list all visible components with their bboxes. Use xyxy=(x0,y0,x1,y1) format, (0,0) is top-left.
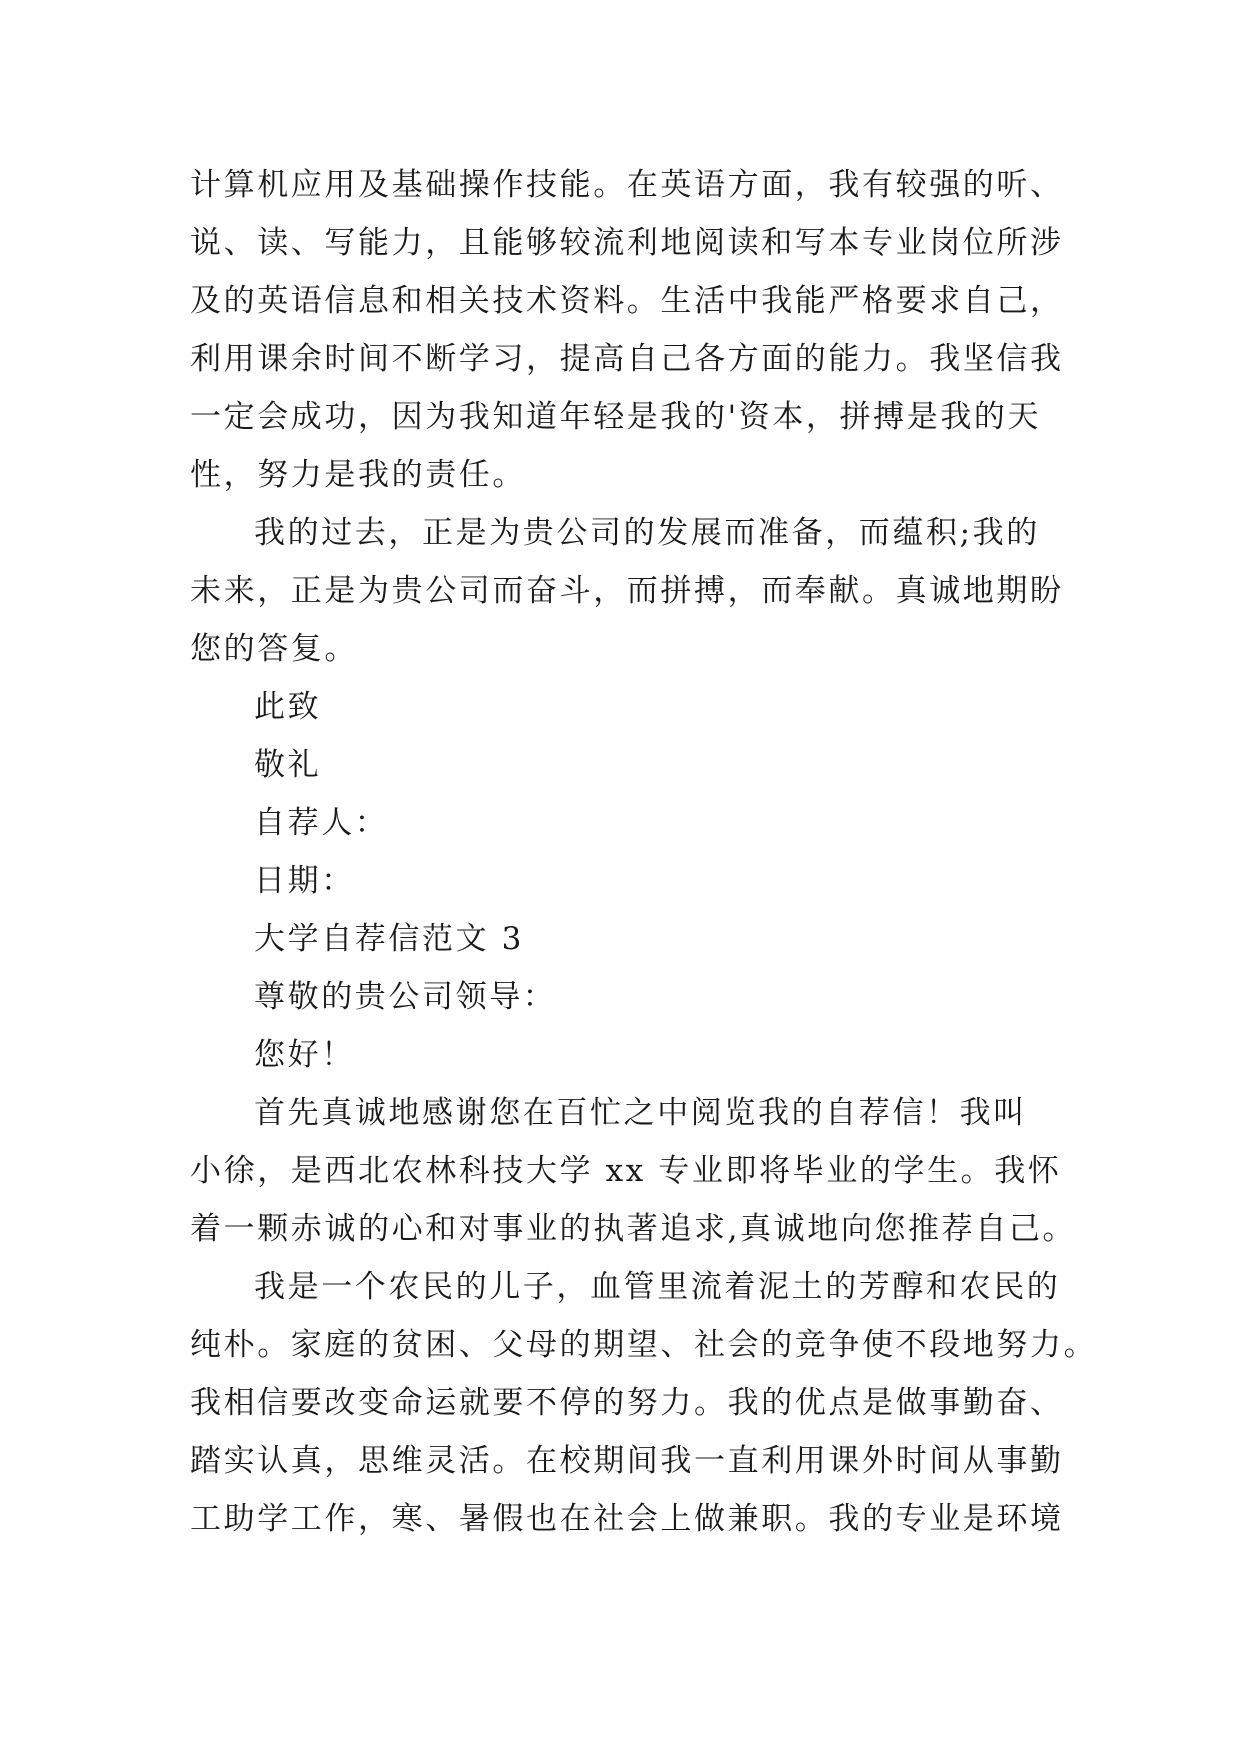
signature-label: 自荐人： xyxy=(254,805,389,841)
text-line: 我的过去，正是为贵公司的发展而准备，而蕴积;我的 xyxy=(254,515,1040,551)
document-body xyxy=(190,156,1098,1548)
text-line: 踏实认真，思维灵活。在校期间我一直利用课外时间从事勤 xyxy=(190,1443,1064,1479)
greeting: 尊敬的贵公司领导： xyxy=(254,979,557,1015)
closing-regards: 敬礼 xyxy=(254,747,322,783)
closing-salutation: 此致 xyxy=(254,689,322,725)
date-label: 日期： xyxy=(254,863,355,899)
text-line: 小徐，是西北农林科技大学 xx 专业即将毕业的学生。我怀 xyxy=(190,1153,1062,1189)
text-line: 说、读、写能力，且能够较流利地阅读和写本专业岗位所涉 xyxy=(190,225,1064,261)
text-line: 利用课余时间不断学习，提高自己各方面的能力。我坚信我 xyxy=(190,341,1064,377)
text-line: 及的英语信息和相关技术资料。生活中我能严格要求自己， xyxy=(190,283,1064,319)
text-line: 工助学工作，寒、暑假也在社会上做兼职。我的专业是环境 xyxy=(190,1501,1064,1537)
section-heading: 大学自荐信范文 3 xyxy=(254,921,524,957)
text-line: 一定会成功，因为我知道年轻是我的'资本，拼搏是我的天 xyxy=(190,399,1042,435)
greeting-hello: 您好！ xyxy=(254,1037,355,1073)
text-line: 首先真诚地感谢您在百忙之中阅览我的自荐信！我叫 xyxy=(254,1095,1027,1131)
text-line: 着一颗赤诚的心和对事业的执著追求,真诚地向您推荐自己。 xyxy=(190,1211,1077,1247)
text-line: 我相信要改变命运就要不停的努力。我的优点是做事勤奋、 xyxy=(190,1385,1064,1421)
text-line: 您的答复。 xyxy=(190,631,358,667)
text-line: 我是一个农民的儿子，血管里流着泥土的芳醇和农民的 xyxy=(254,1269,1061,1305)
text-line: 计算机应用及基础操作技能。在英语方面，我有较强的听、 xyxy=(190,167,1064,203)
text-line: 纯朴。家庭的贫困、父母的期望、社会的竞争使不段地努力。 xyxy=(190,1327,1098,1363)
text-line: 性，努力是我的责任。 xyxy=(190,457,526,493)
text-line: 未来，正是为贵公司而奋斗，而拼搏，而奉献。真诚地期盼 xyxy=(190,573,1064,609)
